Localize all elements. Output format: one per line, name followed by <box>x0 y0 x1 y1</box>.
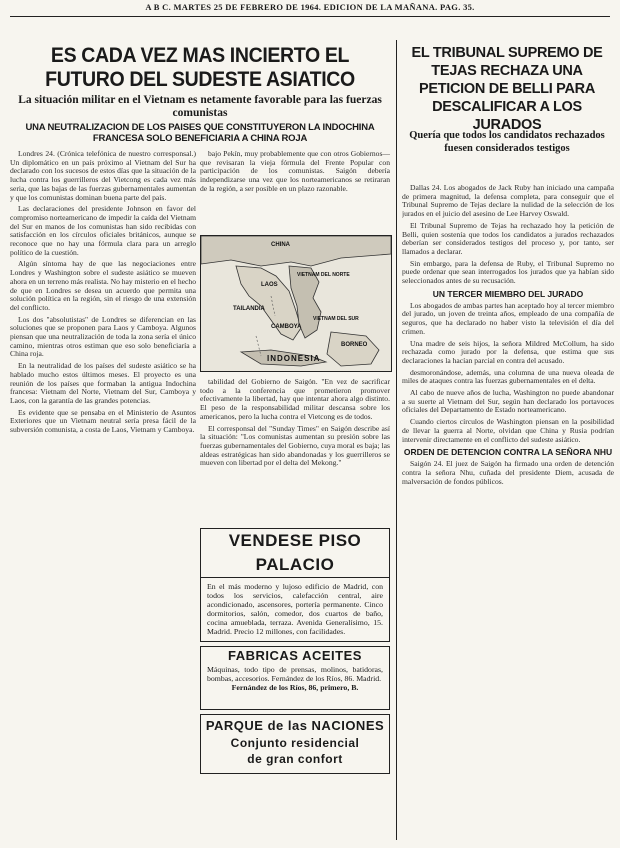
right-column <box>402 184 614 840</box>
main-subheadline: La situación militar en el Vietnam es netamente favorable para las fuerzas comunistas <box>18 94 382 119</box>
ad-fabricas-aceites <box>200 646 390 710</box>
paragraph: Las declaraciones del presidente Johnson en favor del compromiso norteamericano de impedir la caída del Vietnam del Sur en manos de los comunistas han sido recibidas con satisfacción en los círculos oficiales británicos, aunque se reconoce que no hay una fórmula clara para un arreglo político de la cuestión. <box>10 204 196 257</box>
section-heading-orden-detencion: ORDEN DE DETENCION CONTRA LA SEÑORA NHU <box>403 447 613 458</box>
indochina-map <box>200 235 392 372</box>
running-head: A B C. MARTES 25 DE FEBRERO DE 1964. EDICION DE LA MAÑANA. PAG. 35. <box>145 2 475 12</box>
right-subhead: Quería que todos los candidatos rechazados fuesen considerados testigos <box>409 130 605 154</box>
ad-piso-title: VENDESE PISO PALACIO <box>201 529 389 578</box>
paragraph: El Tribunal Supremo de Tejas ha rechazado hoy la petición de Belli, quien sostenía que todos los candidatos a jurados rechazados deberían ser considerados testigos del proceso y, por tanto, ser llamados a declarar. <box>402 220 614 256</box>
map-label-cambodia: CAMBOYA <box>271 324 302 330</box>
ad-piso-body: En el más moderno y lujoso edificio de Madrid, con todos los servicios, calefacción central, aire acondicionado, ascensores, portería permanente. Cinco dormitorios, salón, comedor, dos cuartos de baño, cocina amueblada, terraza. Avenida Generalísimo, 15. Madrid. Precio 12 millones, con facilidades. <box>207 582 383 636</box>
main-column-1 <box>10 150 196 840</box>
paragraph: Es evidente que se pensaba en el Ministerio de Asuntos Exteriores que un Vietnam neutral sería presa fácil de la subversión comunista, a costa de Laos, Vietnam y Camboya. <box>10 407 196 435</box>
map-label-indonesia: INDONESIA <box>267 354 321 363</box>
top-rule <box>10 16 610 17</box>
map-label-laos: LAOS <box>261 282 278 288</box>
main-headline: ES CADA VEZ MAS INCIERTO EL FUTURO DEL SUDESTE ASIATICO <box>45 44 355 91</box>
ad-aceites-footer: Fernández de los Ríos, 86, primero, B. <box>231 683 359 692</box>
ad-parque-line1: Conjunto residencial <box>230 736 360 750</box>
right-headline: EL TRIBUNAL SUPREMO DE TEJAS RECHAZA UNA PETICION DE BELLI PARA DESCALIFICAR A LOS JURADOS <box>411 45 603 133</box>
paragraph: Los abogados de ambas partes han aceptado hoy al tercer miembro del jurado, un joven de treinta años, empleado de una compañía de seguros, que ha declarado no haber visto la televisión el día del crimen. <box>402 300 614 336</box>
main-column-2 <box>200 150 390 232</box>
paragraph: Los dos "absolutistas" de Londres se diferencian en las soluciones que se proponen para Laos y Camboya. Algunos piensan que una neutralización de toda la zona sería el único camino, mientras otros estiman que eso solo beneficiaría a China roja. <box>10 314 196 359</box>
section-heading-tercer-miembro: UN TERCER MIEMBRO DEL JURADO <box>432 288 584 299</box>
paragraph: En la neutralidad de los países del sudeste asiático se ha hablado mucho estos últimos meses. El proyecto es una reunión de los países que formaban la antigua Indochina francesa: Vietnam del Norte, Vietnam del Sur, Camboya y Laos, con la garantía de las grandes potencias. <box>10 361 196 405</box>
map-label-thailand: TAILANDIA <box>233 306 265 312</box>
paragraph: bajo Pekín, muy probablemente que con otros Gobiernos—que revisaran la vieja fórmula del Frente Popular con participación de los comunistas. Saigón debería independizarse una vez que los norteamericanos se retiraran de la región, a ser posible en un plazo razonable. <box>200 150 390 193</box>
map-graphic <box>201 236 391 371</box>
ad-aceites-title: FABRICAS ACEITES <box>228 648 362 663</box>
paragraph: Londres 24. (Crónica telefónica de nuestro corresponsal.) Un diplomático en un país próximo al Vietnam del Sur ha declarado con los sucesos de estos días que la situación de la lucha contra los guerrilleros del Vietcong es cada vez más seria, que las bajas de las fuerzas gubernamentales aumentan y que los comunistas dominan buena parte del país. <box>10 150 196 202</box>
ad-parque-title: PARQUE de las NACIONES <box>205 718 385 733</box>
map-label-north-vietnam: VIETNAM DEL NORTE <box>297 272 350 278</box>
paragraph: El corresponsal del "Sunday Times" en Saigón describe así la situación: "Los comunistas aumentan su presión sobre las fuerzas gubernamentales del Gobierno, cuya moral es baja; las aldeas estratégicas han sido abandonadas y los guerrilleros se mueven con libertad por el delta del Mekong." <box>200 423 390 468</box>
paragraph: Cuando ciertos círculos de Washington piensan en la posibilidad de llevar la guerra al Norte, olvidan que China y Rusia podrían intervenir directamente en el conflicto del sudeste asiático. <box>402 417 614 444</box>
map-label-china: CHINA <box>271 242 290 248</box>
main-column-3 <box>200 378 390 524</box>
map-label-south-vietnam: VIETNAM DEL SUR <box>313 316 359 322</box>
paragraph: Una madre de seis hijos, la señora Mildred McCollum, ha sido rechazada como jurado por la defensa, que estima que sus declaraciones la hacían parcial en contra del acusado. <box>402 338 614 365</box>
ad-parque-naciones <box>200 714 390 774</box>
ad-vendese-piso <box>200 528 390 642</box>
ad-parque-line2: de gran confort <box>247 752 343 766</box>
paragraph: tabilidad del Gobierno de Saigón. "En vez de sacrificar todo a la conferencia que prometieron promover efectivamente la libertad, hay que intentar ahora algo distinto. El peso de la responsabilidad militar descansa sobre los americanos, pero la lucha contra el Vietcong es de todos. <box>200 378 390 421</box>
paragraph: Al cabo de nueve años de lucha, Washington no puede abandonar a su suerte al Vietnam del Sur, según han declarado los portavoces oficiales del Departamento de Estado norteamericano. <box>402 388 614 415</box>
paragraph: Sin embargo, para la defensa de Ruby, el Tribunal Supremo no puede ordenar que sean interrogados los jurados que ya habían sido seleccionados antes de su recusación. <box>402 258 614 286</box>
paragraph: desmoronándose, además, una columna de una nueva oleada de miles de ataques contra las fuerzas gubernamentales en el delta. <box>402 367 614 386</box>
ad-aceites-body: Máquinas, todo tipo de prensas, molinos, batidoras, bombas, accesorios. Fernández de los Ríos, 86. Madrid. <box>207 665 383 683</box>
paragraph: Algún síntoma hay de que las negociaciones entre Londres y Washington sobre el sudeste asiático se mueven ahora en un terreno más realista. No hay misterio en el hecho de que en Londres se desea un acuerdo que permita una solución política en la región, sin el riesgo de una extensión del conflicto. <box>10 259 196 312</box>
main-kicker: UNA NEUTRALIZACION DE LOS PAISES QUE CONSTITUYERON LA INDOCHINA FRANCESA SOLO BENEFICIARIA A CHINA ROJA <box>25 122 375 144</box>
paragraph: Dallas 24. Los abogados de Jack Ruby han iniciado una campaña de primera magnitud, la defensa completa, para conseguir que el Tribunal Supremo de Tejas declare la nulidad de la selección de los jurados en el juicio del asesino de Lee Harvey Oswald. <box>402 184 614 219</box>
paragraph: Saigón 24. El juez de Saigón ha firmado una orden de detención contra la señora Nhu, cuñada del presidente Diem, acusada de malversación de fondos públicos. <box>402 459 614 486</box>
column-divider <box>396 40 397 840</box>
map-label-borneo: BORNEO <box>341 342 368 348</box>
